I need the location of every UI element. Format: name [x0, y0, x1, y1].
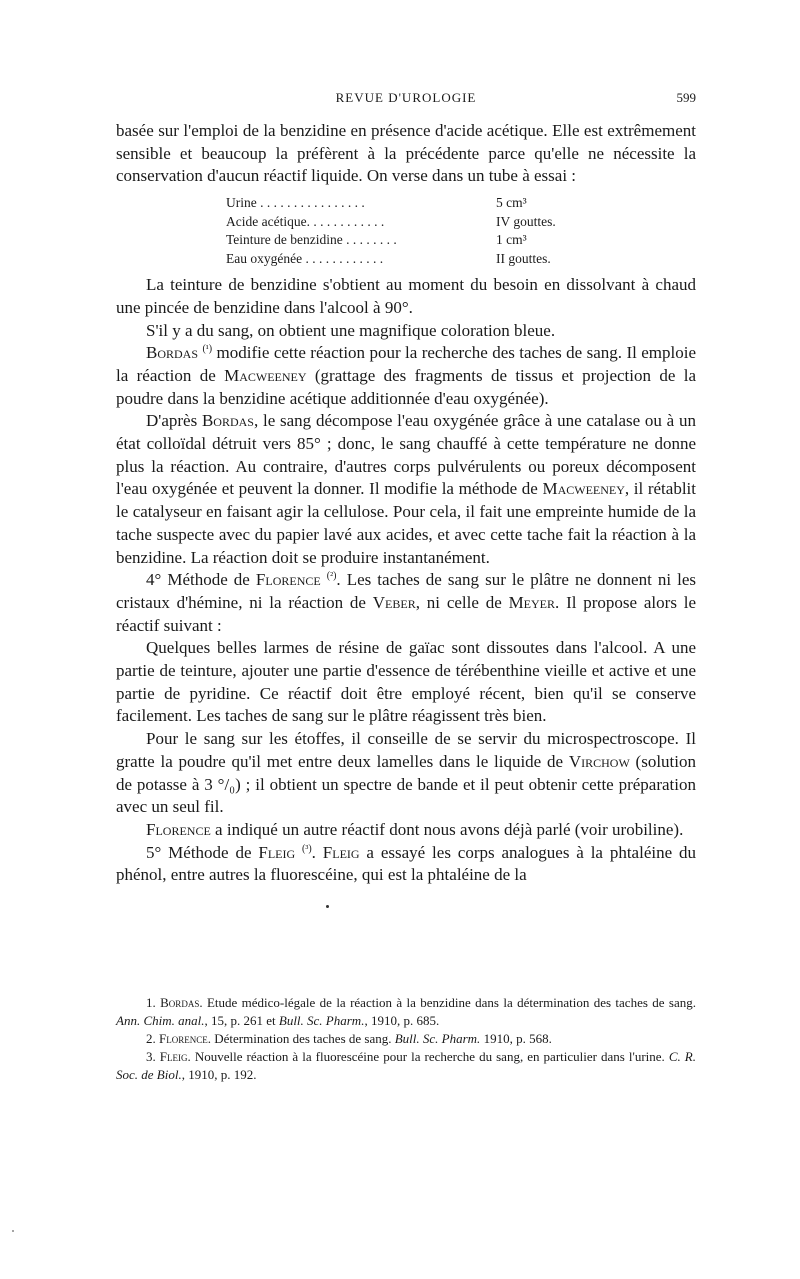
- text-run: . Les taches de sang sur le plâtre ne donnent ni les cristaux d'hémine, ni la réaction de: [116, 570, 696, 612]
- journal-title: Bull. Sc. Pharm.: [278, 1013, 365, 1028]
- running-title: REVUE D'UROLOGIE: [335, 90, 477, 105]
- recipe-quantity: 5 cm³: [496, 195, 527, 211]
- author-name: Fleig: [322, 842, 360, 862]
- footnote-number: 1.: [146, 995, 161, 1010]
- footnote-text: . Etude médico-légale de la réaction à la benzidine dans la détermination des taches de sang.: [199, 995, 697, 1010]
- author-name: Virchow: [568, 751, 630, 771]
- print-speck: [326, 905, 329, 908]
- author-name: Fleig: [258, 842, 296, 862]
- footnote: [116, 994, 696, 1030]
- recipe-ingredient: Eau oxygénée . . . . . . . . . . . .: [226, 250, 384, 266]
- text-run: , le sang décompose l'eau oxygénée grâce à une catalase ou à un état colloïdal détruit vers 85° ; donc, le sang chauffé à cette température ne donne plus la réaction. Au contraire, d'autres corps pulvérulents ou poreux décomposent l'eau oxygénée et peuvent la donner. Il modifie la méthode de: [116, 411, 696, 499]
- recipe-quantity: II gouttes.: [496, 250, 551, 266]
- recipe-list: [226, 194, 696, 268]
- author-name: Veber: [372, 592, 416, 612]
- journal-title: Bull. Sc. Pharm.: [394, 1031, 481, 1046]
- paragraph-6: [116, 569, 696, 637]
- author-name: Macweeney: [224, 365, 307, 385]
- author-name: Meyer: [508, 592, 556, 612]
- author-name: Macweeney: [542, 479, 625, 499]
- author-name: Florence: [255, 570, 321, 590]
- text-run: D'après: [146, 411, 202, 431]
- footnote-text: , 1910, p. 685.: [364, 1013, 440, 1028]
- footnote-text: 1910, p. 568.: [480, 1031, 552, 1046]
- footnote-ref: (¹): [202, 343, 213, 355]
- recipe-row: [226, 250, 696, 269]
- footnote-author: Bordas: [160, 995, 200, 1010]
- paragraph-5: [116, 410, 696, 569]
- paragraph-9: [116, 819, 696, 842]
- paragraph-4: [116, 342, 696, 410]
- footnote-author: Fleig: [159, 1049, 188, 1064]
- text-run: , il rétablit le catalyseur en faisant agir la cellulose. Pour cela, il fait une empreinte humide de la tache suspecte avec du papier lavé aux acides, et avec cette tache fait la réaction à la benzidine. La réaction doit se produire instantanément.: [116, 479, 696, 567]
- footnote-ref: (³): [302, 843, 312, 855]
- recipe-row: [226, 194, 696, 213]
- recipe-ingredient: Acide acétique. . . . . . . . . . . .: [226, 213, 385, 229]
- text-run: 5° Méthode de: [146, 842, 259, 862]
- footnote: [116, 1030, 696, 1048]
- text-run: , ni celle de: [415, 592, 509, 612]
- page-header: [116, 90, 696, 110]
- recipe-quantity: 1 cm³: [496, 232, 527, 248]
- recipe-quantity: IV gouttes.: [496, 213, 556, 229]
- author-name: Bordas: [201, 411, 254, 431]
- author-name: Bordas: [146, 343, 199, 363]
- footnote-text: . Détermination des taches de sang.: [207, 1031, 395, 1046]
- text-run: modifie cette réaction pour la recherche des taches de sang. Il emploie la réaction de: [116, 343, 697, 385]
- main-text: [116, 120, 696, 887]
- author-name: Florence: [146, 819, 211, 839]
- footnote-ref: (²): [326, 570, 337, 582]
- footnote-number: 2.: [146, 1031, 159, 1046]
- paragraph-8: [116, 728, 696, 819]
- text-run: (grattage des fragments de tissus et projection de la poudre dans la benzidine acétique additionnée d'eau oxygénée).: [116, 365, 696, 408]
- footnote-author: Florence: [159, 1031, 208, 1046]
- text-run: a indiqué un autre réactif dont nous avons déjà parlé (voir urobiline).: [210, 819, 684, 839]
- paragraph-3: S'il y a du sang, on obtient une magnifique coloration bleue.: [146, 320, 556, 340]
- text-run: 4° Méthode de: [146, 570, 256, 590]
- text-run: . Il propose alors le réactif suivant :: [116, 592, 697, 635]
- footnote-number: 3.: [146, 1049, 160, 1064]
- text-run: a essayé les corps analogues à la phtaléine du phénol, entre autres la fluorescéine, qui est la phtaléine de la: [116, 842, 697, 885]
- recipe-row: [226, 231, 696, 250]
- paragraph-2: La teinture de benzidine s'obtient au moment du besoin en dissolvant à chaud une pincée de benzidine dans l'alcool à 90°.: [116, 275, 696, 317]
- page-number: 599: [676, 90, 696, 105]
- footnotes: [116, 994, 696, 1084]
- text-run: .: [311, 842, 323, 862]
- paragraph-10: [116, 842, 696, 887]
- recipe-row: [226, 213, 696, 232]
- footnote-text: . Nouvelle réaction à la fluorescéine pour la recherche du sang, en particulier dans l'urine.: [187, 1049, 669, 1064]
- paragraph-7: Quelques belles larmes de résine de gaïac sont dissoutes dans l'alcool. A une partie de teinture, ajouter une partie d'essence de térébenthine vieille et active et une partie de pyridine. Ce réactif doit être employé récent, bien qu'il se conserve facilement. Les taches de sang sur le plâtre réagissent très bien.: [116, 638, 696, 726]
- footnote-text: , 1910, p. 192.: [181, 1067, 257, 1082]
- recipe-ingredient: Urine . . . . . . . . . . . . . . . .: [226, 195, 365, 211]
- scan-speck: [12, 1230, 14, 1232]
- journal-title: C. R. Soc. de Biol.: [116, 1049, 696, 1082]
- footnote-text: , 15, p. 261 et: [204, 1013, 279, 1028]
- journal-title: Ann. Chim. anal.: [116, 1013, 205, 1028]
- paragraph-1: basée sur l'emploi de la benzidine en présence d'acide acétique. Elle est extrêmement sensible et beaucoup la préfèrent à la précédente parce qu'elle ne nécessite la conservation d'aucun réactif liquide. On verse dans un tube à essai :: [116, 121, 696, 186]
- footnote: [116, 1048, 696, 1084]
- text-run: (solution de potasse à 3 °/₀) ; il obtient un spectre de bande et il peut obtenir cette préparation avec un seul fil.: [116, 751, 697, 817]
- text-run: Pour le sang sur les étoffes, il conseille de se servir du microspectroscope. Il gratte la poudre qu'il met entre deux lamelles dans le liquide de: [116, 729, 696, 771]
- recipe-ingredient: Teinture de benzidine . . . . . . . .: [226, 232, 397, 248]
